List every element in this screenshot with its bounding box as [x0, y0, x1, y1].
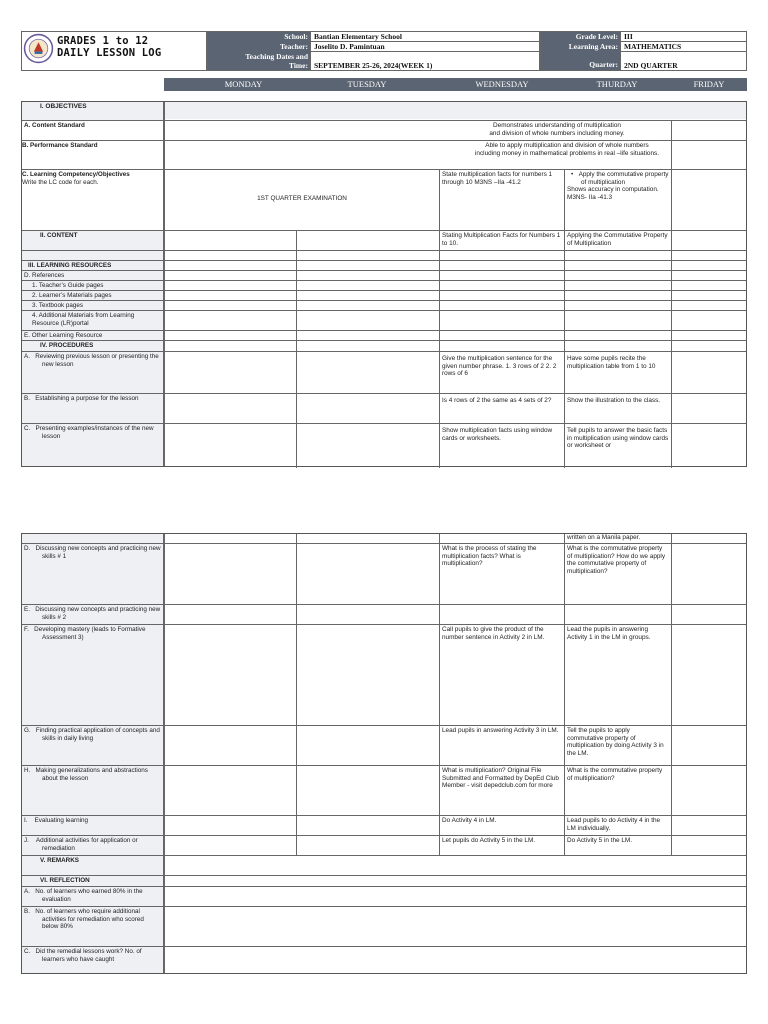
thu-h: What is the commutative property of multiplication? — [567, 767, 663, 782]
grade-label: Grade Level: — [541, 32, 621, 42]
ref-b-label: B. No. of learners who require additional activities for remediation who scored below 80% — [22, 907, 164, 946]
row-continuation — [22, 534, 746, 543]
objectives-heading: I. OBJECTIVES — [22, 102, 164, 120]
wed-b: Is 4 rows of 2 the same as 4 sets of 2? — [442, 397, 552, 404]
school-info-box — [207, 31, 540, 71]
thu-c-continued: written on a Manila paper. — [567, 534, 641, 541]
row-lm — [22, 290, 746, 300]
thu-g: Tell the pupils to apply commutative property of multiplication by doing Activity 3 in the LM. — [567, 727, 664, 757]
resources-heading: III. LEARNING RESOURCES — [22, 261, 164, 270]
day-wednesday: WEDNESDAY — [475, 79, 529, 89]
row-proc-d — [22, 543, 746, 604]
proc-j-label: J. Additional activities for application or remediation — [22, 836, 164, 855]
row-objectives — [22, 102, 746, 120]
thu-i: Lead pupils to do Activity 4 in the LM individually. — [567, 817, 661, 832]
dates-label — [208, 52, 311, 70]
row-proc-i — [22, 815, 746, 835]
row-textbook — [22, 300, 746, 310]
proc-i-label: I. Evaluating learning — [22, 816, 164, 835]
row-tg — [22, 280, 746, 290]
row-proc-e — [22, 604, 746, 624]
first-quarter-exam: 1ST QUARTER EXAMINATION — [257, 195, 347, 202]
thu-d: What is the commutative property of multiplication? How do we apply the commutative property of multiplication? — [567, 545, 666, 575]
proc-f-label: F. Developing mastery (leads to Formative Assessment 3) — [22, 625, 164, 725]
row-proc-b — [22, 393, 746, 423]
wed-i: Do Activity 4 in LM. — [442, 817, 497, 824]
proc-g-label: G. Finding practical application of concepts and skills in daily living — [22, 726, 164, 765]
proc-e-label: E. Discussing new concepts and practicing new skills # 2 — [22, 605, 164, 624]
grade-info-box — [540, 31, 747, 71]
day-tuesday: TUESDAY — [347, 79, 387, 89]
teacher-label: Teacher: — [208, 42, 311, 52]
wed-c: Show multiplication facts using window cards or worksheets. — [442, 427, 553, 442]
proc-b-label: B. Establishing a purpose for the lesson — [22, 394, 164, 423]
row-content-standard — [22, 120, 746, 140]
wed-j: Let pupils do Activity 5 in the LM. — [442, 837, 536, 844]
additional-label: 4. Additional Materials from Learning Resource (LR)portal — [22, 311, 164, 330]
row-performance-standard — [22, 140, 746, 169]
title-line-2: DAILY LESSON LOG — [57, 47, 162, 59]
thu-c: Tell pupils to answer the basic facts in multiplication using window cards or worksheet or — [567, 427, 669, 450]
competency-label: C. Learning Competency/Objectives Write the LC code for each. — [22, 170, 164, 230]
performance-standard-label: B. Performance Standard — [22, 141, 164, 169]
row-content — [22, 230, 746, 250]
other-label: E. Other Learning Resource — [22, 331, 164, 340]
remarks-heading: V. REMARKS — [22, 856, 164, 875]
ref-c-label: C. Did the remedial lessons work? No. of learners who have caught — [22, 947, 164, 973]
wed-h: What is multiplication? Original File Submitted and Formatted by DepEd Club Member - visit depedclub.com for more — [442, 767, 559, 790]
wed-a: Give the multiplication sentence for the given number phrase. 1. 3 rows of 2 2. 2 rows of 6 — [442, 355, 557, 378]
row-proc-c — [22, 423, 746, 466]
lesson-table-page1 — [21, 101, 747, 467]
content-standard-text: Demonstrates understanding of multiplication and division of whole numbers including money. — [489, 122, 625, 137]
thu-j: Do Activity 5 in the LM. — [567, 837, 632, 844]
wed-g: Lead pupils in answering Activity 3 in LM. — [442, 727, 559, 734]
row-proc-g — [22, 725, 746, 765]
day-friday: FRIDAY — [693, 79, 725, 89]
wed-f: Call pupils to give the product of the number sentence in Activity 2 in LM. — [442, 626, 545, 641]
content-standard-label: A. Content Standard — [22, 121, 164, 140]
reflection-heading: VI. REFLECTION — [22, 876, 164, 886]
tg-label: 1. Teacher’s Guide pages — [22, 281, 164, 290]
row-ref-a — [22, 886, 746, 906]
row-remarks — [22, 855, 746, 875]
content-heading: II. CONTENT — [22, 231, 164, 250]
proc-c-label: C. Presenting examples/instances of the new lesson — [22, 424, 164, 466]
row-proc-f — [22, 624, 746, 725]
wed-competency: State multiplication facts for numbers 1 through 10 M3NS –IIa -41.2 — [442, 171, 553, 186]
proc-h-label: H. Making generalizations and abstractions about the lesson — [22, 766, 164, 815]
day-thursday: THURDAY — [596, 79, 638, 89]
row-competency — [22, 169, 746, 230]
row-blank — [22, 250, 746, 260]
quarter-value: 2ND QUARTER — [624, 61, 678, 70]
title-line-1: GRADES 1 to 12 — [57, 35, 149, 47]
thu-content: Applying the Commutative Property of Multiplication — [567, 232, 668, 247]
proc-d-label: D. Discussing new concepts and practicing new skills # 1 — [22, 544, 164, 604]
textbook-label: 3. Textbook pages — [22, 301, 164, 310]
document-title — [57, 35, 161, 59]
day-header-band — [164, 78, 747, 91]
area-label: Learning Area: — [541, 42, 621, 52]
dates-label-line1: Teaching Dates and — [245, 52, 308, 61]
row-additional — [22, 310, 746, 330]
row-proc-j — [22, 835, 746, 855]
references-label: D. References — [22, 271, 164, 280]
school-label: School: — [208, 32, 311, 42]
dates-label-line2: Time: — [288, 61, 308, 70]
wed-d: What is the process of stating the multiplication facts? What is multiplication? — [442, 545, 537, 568]
performance-standard-text: Able to apply multiplication and division of whole numbers including money in mathematical problems in real –life situations. — [475, 142, 659, 157]
row-procedures — [22, 340, 746, 351]
ref-a-label: A. No. of learners who earned 80% in the evaluation — [22, 887, 164, 906]
wed-content: Stating Multiplication Facts for Numbers 1 to 10. — [442, 232, 561, 247]
row-reflection — [22, 875, 746, 886]
row-proc-a — [22, 351, 746, 393]
grade-value: III — [621, 32, 746, 42]
thu-competency: • Apply the commutative property of multiplication Shows accuracy in computation. M3NS- IIa -41.3 — [567, 171, 669, 201]
row-proc-h — [22, 765, 746, 815]
lm-label: 2. Learner’s Materials pages — [22, 291, 164, 300]
quarter-label: Quarter: — [541, 52, 621, 70]
row-resources — [22, 260, 746, 270]
info-divider-2 — [620, 31, 621, 71]
row-references — [22, 270, 746, 280]
dates-value: SEPTEMBER 25-26, 2024(WEEK 1) — [314, 61, 433, 70]
row-ref-b — [22, 906, 746, 946]
school-value: Bantian Elementary School — [311, 32, 539, 42]
deped-seal-icon — [23, 33, 54, 64]
thu-b: Show the illustration to the class. — [567, 397, 661, 404]
area-value: MATHEMATICS — [621, 42, 746, 52]
day-monday: MONDAY — [224, 79, 263, 89]
proc-a-label: A. Reviewing previous lesson or presenting the new lesson — [22, 352, 164, 393]
lesson-table-page2 — [21, 533, 747, 974]
row-other — [22, 330, 746, 340]
row-ref-c — [22, 946, 746, 973]
teacher-value: Joselito D. Pamintuan — [311, 42, 539, 52]
thu-f: Lead the pupils in answering Activity 1 in the LM in groups. — [567, 626, 651, 641]
info-divider — [310, 31, 311, 71]
thu-a: Have some pupils recite the multiplication table from 1 to 10 — [567, 355, 656, 370]
procedures-heading: IV. PROCEDURES — [22, 341, 164, 351]
